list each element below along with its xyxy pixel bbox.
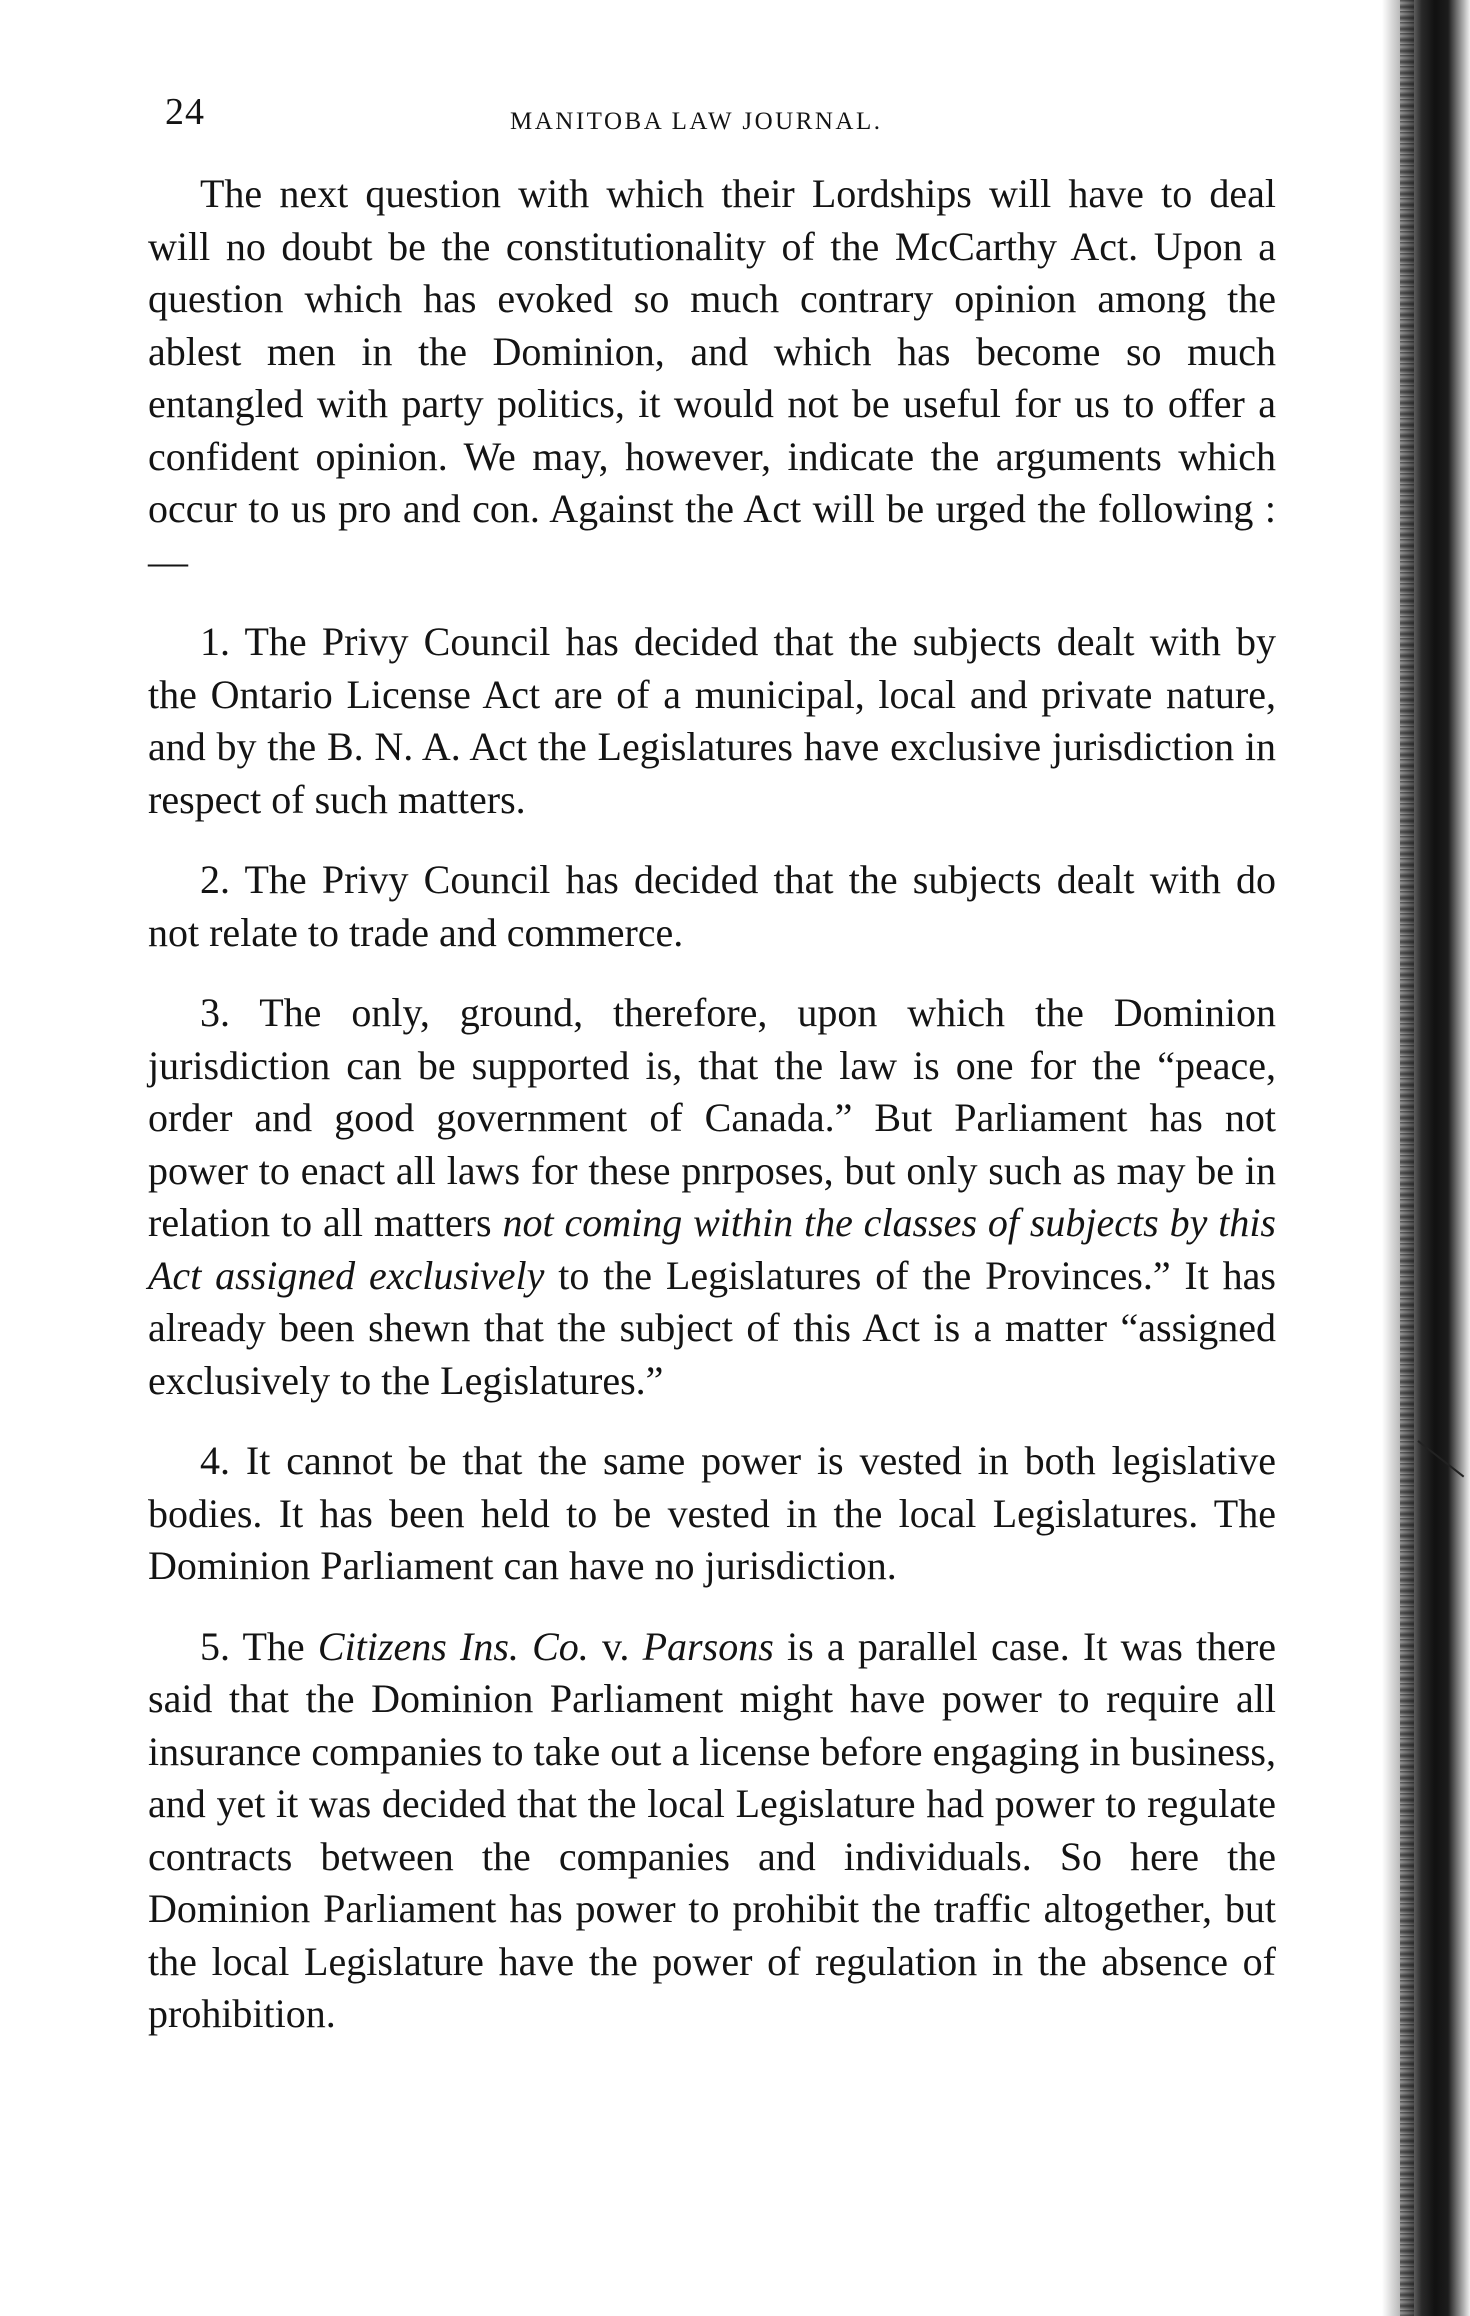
case-name-citizens: Citizens Ins. Co. [317, 1623, 589, 1669]
intro-paragraph: The next question with which their Lordships will have to deal will no doubt be the constitutionality of the McCarthy Act. Upon a question which has evoked so much contrary opinion among the ablest men in the Dominion, and which has become so much entangled with party politics, it would not be useful for us to offer a confident opinion. We may, however, indicate the arguments which occur to us pro and con. Against the Act will be urged the following :— [148, 171, 1276, 584]
argument-5-text-end: is a parallel case. It was there said that the Dominion Parliament might have power to require all insurance companies to take out a license before engaging in business, and yet it was decided that the local Legislature had power to regulate contracts between the companies and individuals. So here the Dominion Parliament has power to prohibit the traffic altogether, but the local Legislature have the power of regulation in the absence of prohibition. [148, 1623, 1277, 2036]
body-text [148, 168, 1276, 2041]
page-number: 24 [165, 91, 205, 133]
book-binding-shadow [1382, 0, 1470, 2316]
argument-1: 1. The Privy Council has decided that the subjects dealt with by the Ontario License Act are of a municipal, local and private nature, and by the B. N. A. Act the Legislatures have exclusive jurisdiction in respect of such matters. [148, 619, 1276, 822]
case-name-parsons: Parsons [642, 1623, 774, 1669]
argument-3 [148, 987, 1276, 1407]
argument-5 [148, 1621, 1276, 2041]
running-head: MANITOBA LAW JOURNAL. [510, 108, 883, 135]
page-header [165, 90, 1270, 150]
argument-4: 4. It cannot be that the same power is vested in both legislative bodies. It has been held to be vested in the local Legislatures. The Dominion Parliament can have no jurisdiction. [148, 1438, 1276, 1588]
argument-3-text: 3. The only, ground, therefore, upon which the Dominion jurisdiction can be supported is, that the law is one for the “peace, order and good government of Canada.” But Parliament has not power to enact all laws for these pnrposes, but only such as may be in relation to all matters [148, 990, 1276, 1245]
case-versus: v. [588, 1623, 643, 1669]
argument-5-text: 5. The [200, 1623, 318, 1669]
argument-3-text-end: to the Legislatures of the Provinces.” It has already been shewn that the subject of this Act is a matter “assigned exclusively to the Legislatures.” [148, 1252, 1276, 1403]
argument-3-italic-quote: not coming within the classes of subjects by this Act assigned exclusively [148, 1200, 1276, 1298]
argument-2: 2. The Privy Council has decided that the subjects dealt with do not relate to trade and commerce. [148, 857, 1276, 955]
